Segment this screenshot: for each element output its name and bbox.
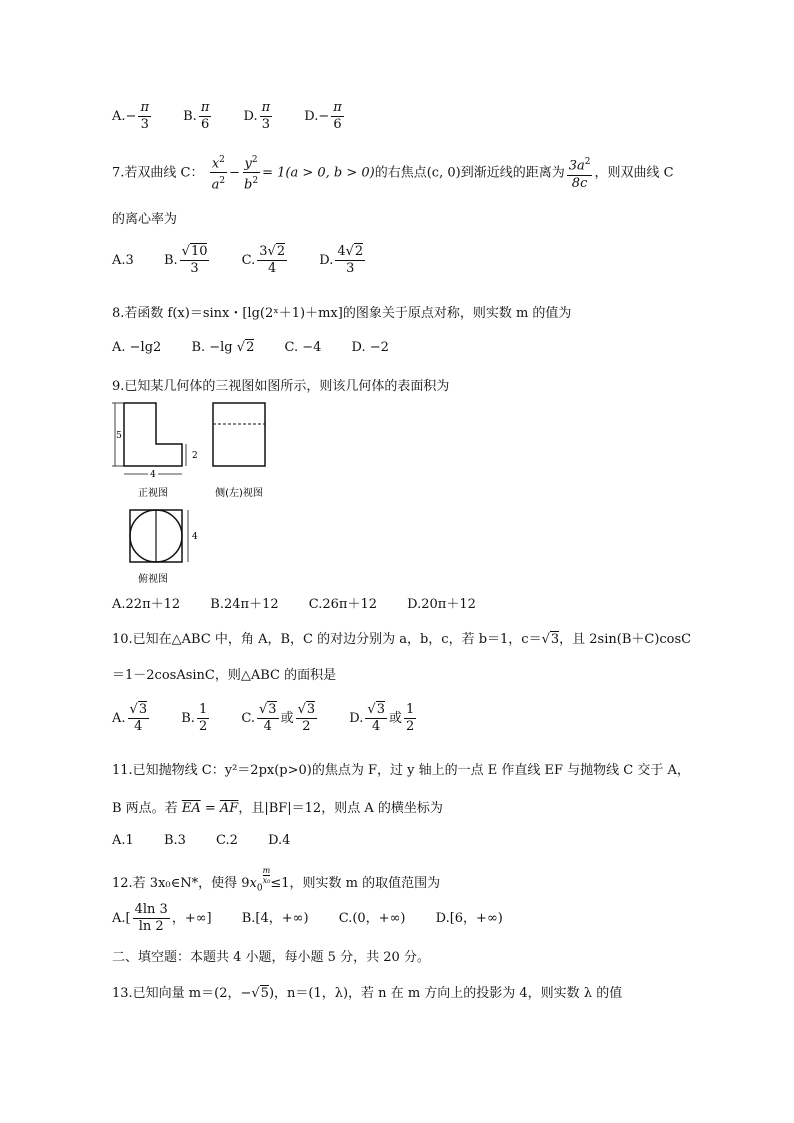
- q8-option-c: C. −4: [284, 340, 322, 355]
- q10-line1: 10.已知在△ABC 中，角 A，B，C 的对边分别为 a，b，c，若 b＝1，c＝√3，且 2sin(B＋C)cosC: [112, 632, 692, 647]
- front-view: [112, 403, 198, 499]
- q7-option-c: C. $\frac{3√2}{4}$: [241, 244, 286, 276]
- q13-text: 13.已知向量 m＝(2，−√5)，n＝(1，λ)，若 n 在 m 方向上的投影为 4，则实数 λ 的值: [112, 986, 623, 1001]
- vector-af: $\overline{AF}$: [219, 801, 239, 816]
- q6-option-d: D.− $\frac{\pi}{6}$: [304, 100, 342, 132]
- q10-line2: ＝1－2cosAsinC，则△ABC 的面积是: [112, 668, 337, 683]
- q9-option-c: C.26π＋12: [308, 597, 378, 612]
- q8-options: [112, 340, 415, 355]
- top-view-label: 俯视图: [138, 574, 168, 585]
- q6-option-c: D. $\frac{\pi}{3}$: [243, 100, 271, 132]
- dim-2: 2: [192, 451, 198, 461]
- dim-4-top: 4: [192, 532, 198, 542]
- q6-options: [112, 100, 372, 133]
- side-view-label: 侧(左)视图: [215, 488, 263, 499]
- section-two-heading: 二、填空题：本题共 4 小题，每小题 5 分，共 20 分。: [112, 950, 430, 965]
- q9-text: 9.已知某几何体的三视图如图所示，则该几何体的表面积为: [112, 379, 450, 394]
- q8-text: 8.若函数 f(x)＝sinx・[lg(2ˣ＋1)＋mx]的图象关于原点对称，则实数 m 的值为: [112, 306, 572, 321]
- dim-5: 5: [116, 431, 122, 441]
- q12-options: [112, 902, 529, 935]
- q7-line2: 的离心率为: [112, 212, 178, 227]
- q7-option-d: D. $\frac{4√2}{3}$: [319, 244, 364, 276]
- q11-option-b: B.3: [163, 833, 186, 848]
- q12-text: 12.若 3x₀∈N*，使得 $9x_0$ $\frac{m}{\text{x₀}}$ ≤1，则实数 m 的取值范围为: [112, 866, 441, 894]
- top-view: [130, 510, 198, 585]
- q11-options: [112, 833, 316, 848]
- q6-option-a: A.− $\frac{\pi}{3}$: [112, 100, 149, 132]
- q11-option-d: D.4: [268, 833, 291, 848]
- q10-option-d: D. $\frac{√3}{4}$ 或 $\frac{1}{2}$: [349, 702, 415, 734]
- q9-option-b: B.24π＋12: [210, 597, 279, 612]
- q9-option-d: D.20π＋12: [407, 597, 476, 612]
- q9-option-a: A.22π＋12: [112, 597, 181, 612]
- dim-4: 4: [150, 470, 156, 480]
- q10-option-c: C. $\frac{√3}{4}$ 或 $\frac{√3}{2}$: [241, 702, 316, 734]
- q8-option-d: D. −2: [351, 340, 389, 355]
- q7-options: [112, 244, 393, 277]
- q11-line2: B 两点。若 $\overline{EA} = \overline{AF}$，且|BF|＝12，则点 A 的横坐标为: [112, 801, 443, 816]
- q12-option-d: D.[6，+∞): [435, 911, 503, 926]
- vector-ea: $\overline{EA}$: [181, 801, 201, 816]
- q11-line1: 11.已知抛物线 C：y²＝2px(p>0)的焦点为 F，过 y 轴上的一点 E 作直线 EF 与抛物线 C 交于 A，: [112, 763, 690, 778]
- q7-option-b: B. $\frac{√10}{3}$: [163, 244, 208, 276]
- q12-option-c: C.(0，+∞): [338, 911, 406, 926]
- q9-options: [112, 593, 502, 612]
- q11-option-c: C.2: [216, 833, 238, 848]
- q12-option-a: A.[ $\frac{4\ln 3}{\ln 2}$ ，+∞]: [112, 902, 212, 934]
- front-view-label: 正视图: [138, 488, 168, 499]
- q10-option-a: A. $\frac{√3}{4}$: [112, 702, 148, 734]
- q12-option-b: B.[4，+∞): [241, 911, 309, 926]
- q10-option-b: B. $\frac{1}{2}$: [181, 702, 208, 734]
- q11-option-a: A.1: [112, 833, 134, 848]
- q8-option-a: A. −lg2: [112, 340, 162, 355]
- q6-option-b: B. $\frac{\pi}{6}$: [183, 100, 210, 132]
- q10-options: [112, 702, 444, 735]
- side-view: [213, 403, 265, 499]
- q7-line1: 7.若双曲线 C： $\frac{x^2}{a^2}$ − $\frac{y^2}{b^2}$ = 1(a > 0, b > 0)的右焦点(c, 0)到渐近线的距离为 $\frac{3a^2}{8c}$ ，则双曲线 C: [112, 152, 674, 194]
- q7-option-a: A.3: [112, 253, 134, 268]
- three-view-figure: [112, 396, 282, 586]
- q8-option-b: B. −lg √2: [191, 340, 255, 355]
